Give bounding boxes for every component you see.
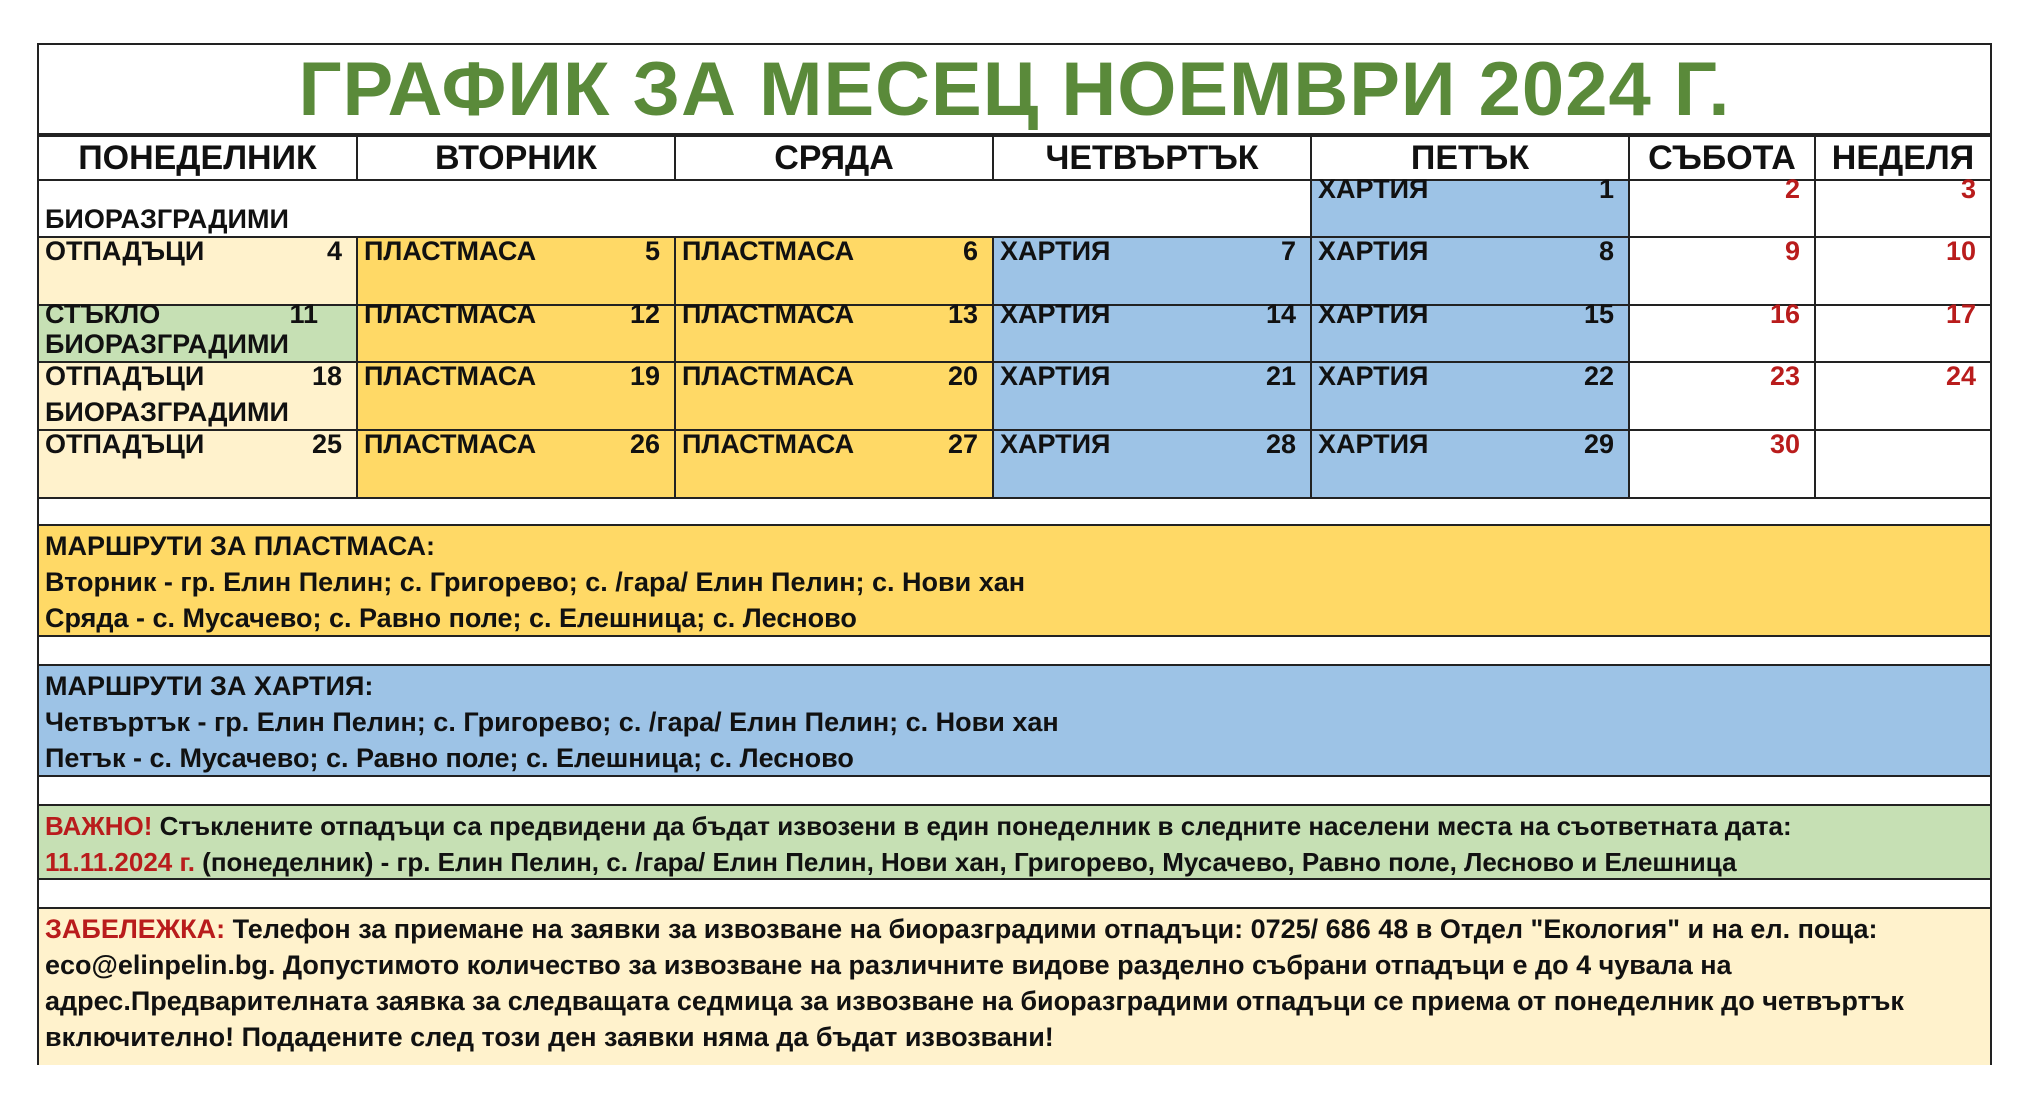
collection-type: ХАРТИЯ bbox=[1318, 236, 1429, 266]
day-cell bbox=[993, 362, 1311, 430]
collection-type: ПЛАСТМАСА bbox=[682, 298, 855, 329]
day-number: 1 bbox=[1598, 173, 1614, 204]
week-row-2 bbox=[39, 237, 1990, 305]
plastic-routes-line: Сряда - с. Мусачево; с. Равно поле; с. Елешница; с. Лесново bbox=[45, 603, 857, 633]
important-panel bbox=[39, 804, 1990, 880]
day-number: 23 bbox=[1769, 361, 1800, 391]
day-cell bbox=[1629, 430, 1815, 498]
day-number: 3 bbox=[1960, 173, 1976, 204]
day-number: 5 bbox=[644, 236, 660, 266]
week-row-3 bbox=[39, 305, 1990, 362]
note-text: Телефон за приемане на заявки за извозване на биоразградими отпадъци: 0725/ 686 48 в Отдел "Екология" и на ел. поща: eco@elinpelin.bg. Допустимото количество за извозване на различните видове разделно събрани отпадъци е до 4 чувала на адрес.Предварителната заявка за следващата седмица за извозване на биоразградими отпадъци се приема от понеделник до четвъртък включително! Подадените след този ден заявки няма да бъдат извозвани! bbox=[45, 914, 1904, 1052]
day-number: 13 bbox=[947, 298, 978, 329]
day-cell bbox=[1311, 298, 1629, 362]
day-cell bbox=[1629, 298, 1815, 362]
header-tuesday: ВТОРНИК bbox=[357, 136, 675, 180]
day-cell bbox=[1815, 430, 1990, 498]
day-number: 27 bbox=[947, 429, 978, 459]
week-row-5 bbox=[39, 430, 1990, 498]
day-cell bbox=[1815, 173, 1990, 237]
day-cell bbox=[1815, 362, 1990, 430]
day-cell bbox=[993, 237, 1311, 305]
day-number: 26 bbox=[629, 429, 660, 459]
collection-type: ХАРТИЯ bbox=[1318, 429, 1429, 459]
collection-type: ПЛАСТМАСА bbox=[364, 236, 537, 266]
day-number: 4 bbox=[326, 236, 342, 266]
day-number: 28 bbox=[1265, 429, 1296, 459]
important-text: Стъклените отпадъци са предвидени да бъдат извозени в един понеделник в следните населени места на съответната дата: bbox=[152, 811, 1792, 841]
day-cell bbox=[675, 237, 993, 305]
day-cell bbox=[1815, 237, 1990, 305]
page-title: ГРАФИК ЗА МЕСЕЦ НОЕМВРИ 2024 Г. bbox=[39, 45, 1990, 135]
collection-type: ПЛАСТМАСА bbox=[682, 429, 855, 459]
note-label: ЗАБЕЛЕЖКА: bbox=[45, 914, 226, 944]
collection-type: БИОРАЗГРАДИМИ ОТПАДЪЦИ bbox=[45, 329, 289, 391]
day-number: 15 bbox=[1583, 298, 1614, 329]
header-sunday: НЕДЕЛЯ bbox=[1815, 136, 1990, 180]
header-wednesday: СРЯДА bbox=[675, 136, 993, 180]
paper-routes-panel bbox=[39, 664, 1990, 777]
collection-type: ХАРТИЯ bbox=[1000, 429, 1111, 459]
day-cell bbox=[675, 362, 993, 430]
day-cell bbox=[1311, 173, 1629, 237]
day-number: 22 bbox=[1583, 361, 1614, 391]
header-thursday: ЧЕТВЪРТЪК bbox=[993, 136, 1311, 180]
day-number: 19 bbox=[629, 361, 660, 391]
day-number: 30 bbox=[1769, 429, 1800, 459]
day-number: 12 bbox=[629, 298, 660, 329]
day-number: 24 bbox=[1945, 361, 1976, 391]
note-panel bbox=[39, 907, 1990, 1065]
day-cell bbox=[357, 362, 675, 430]
collection-type: ПЛАСТМАСА bbox=[682, 361, 855, 391]
header-friday: ПЕТЪК bbox=[1311, 136, 1629, 180]
day-cell bbox=[39, 397, 357, 498]
collection-type: ПЛАСТМАСА bbox=[682, 236, 855, 266]
day-number: 16 bbox=[1769, 298, 1800, 329]
plastic-routes-heading: МАРШРУТИ ЗА ПЛАСТМАСА: bbox=[45, 531, 436, 561]
day-cell bbox=[993, 298, 1311, 362]
weekday-header-row bbox=[39, 136, 1990, 180]
header-monday: ПОНЕДЕЛНИК bbox=[39, 136, 357, 180]
day-cell bbox=[675, 430, 993, 498]
day-number: 18 bbox=[311, 361, 342, 391]
day-number: 17 bbox=[1945, 298, 1976, 329]
collection-type: ХАРТИЯ bbox=[1000, 361, 1111, 391]
important-label: ВАЖНО! bbox=[45, 811, 153, 841]
day-number: 29 bbox=[1583, 429, 1614, 459]
day-number: 14 bbox=[1265, 298, 1296, 329]
day-cell bbox=[993, 430, 1311, 498]
day-cell bbox=[39, 204, 357, 305]
day-number: 10 bbox=[1945, 236, 1976, 266]
collection-type: ПЛАСТМАСА bbox=[364, 429, 537, 459]
day-cell bbox=[1311, 430, 1629, 498]
collection-type: БИОРАЗГРАДИМИ ОТПАДЪЦИ bbox=[45, 204, 289, 266]
plastic-routes-line: Вторник - гр. Елин Пелин; с. Григорево; с. /гара/ Елин Пелин; с. Нови хан bbox=[45, 567, 1026, 597]
week-row-1 bbox=[39, 180, 1990, 237]
day-cell bbox=[1629, 173, 1815, 237]
day-number: 11 bbox=[289, 298, 318, 329]
collection-type: ХАРТИЯ bbox=[1318, 298, 1429, 329]
day-number: 25 bbox=[311, 429, 342, 459]
plastic-routes-panel bbox=[39, 524, 1990, 637]
schedule-sheet bbox=[37, 43, 1992, 1065]
week-row-4 bbox=[39, 362, 1990, 430]
paper-routes-line: Четвъртък - гр. Елин Пелин; с. Григорево; с. /гара/ Елин Пелин; с. Нови хан bbox=[45, 707, 1059, 737]
day-number: 21 bbox=[1265, 361, 1296, 391]
day-cell bbox=[357, 298, 675, 362]
collection-type: ХАРТИЯ bbox=[1000, 236, 1111, 266]
collection-type: СТЪКЛО bbox=[45, 298, 161, 329]
day-cell bbox=[675, 298, 993, 362]
day-number: 7 bbox=[1280, 236, 1296, 266]
day-cell bbox=[357, 237, 675, 305]
day-cell bbox=[1311, 362, 1629, 430]
collection-type: ПЛАСТМАСА bbox=[364, 361, 537, 391]
collection-type: ХАРТИЯ bbox=[1000, 298, 1111, 329]
day-number: 6 bbox=[962, 236, 978, 266]
calendar-table bbox=[39, 135, 1990, 499]
day-cell bbox=[1815, 298, 1990, 362]
day-number: 8 bbox=[1598, 236, 1614, 266]
paper-routes-line: Петък - с. Мусачево; с. Равно поле; с. Елешница; с. Лесново bbox=[45, 743, 854, 773]
day-number: 9 bbox=[1784, 236, 1800, 266]
day-cell bbox=[1629, 237, 1815, 305]
important-date: 11.11.2024 г. bbox=[45, 847, 195, 877]
day-number: 2 bbox=[1784, 173, 1800, 204]
collection-type: ХАРТИЯ bbox=[1318, 361, 1429, 391]
header-saturday: СЪБОТА bbox=[1629, 136, 1815, 180]
collection-type: ХАРТИЯ bbox=[1318, 173, 1429, 204]
day-cell bbox=[1629, 362, 1815, 430]
day-number: 20 bbox=[947, 361, 978, 391]
collection-type: ПЛАСТМАСА bbox=[364, 298, 537, 329]
important-rest: (понеделник) - гр. Елин Пелин, с. /гара/ Елин Пелин, Нови хан, Григорево, Мусачево, Равно поле, Лесново и Елешница bbox=[194, 847, 1737, 877]
day-cell bbox=[1311, 237, 1629, 305]
collection-type: БИОРАЗГРАДИМИ ОТПАДЪЦИ bbox=[45, 397, 289, 459]
day-cell bbox=[357, 430, 675, 498]
paper-routes-heading: МАРШРУТИ ЗА ХАРТИЯ: bbox=[45, 671, 374, 701]
